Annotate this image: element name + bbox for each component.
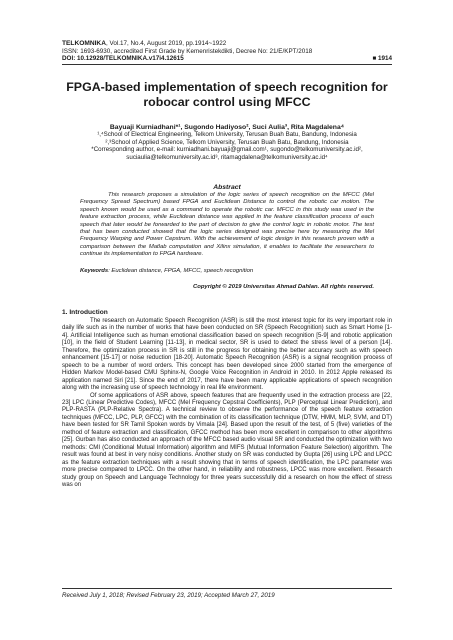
keywords-text: : Euclidean distance, FPGA, MFCC, speech recognition [108, 268, 254, 274]
journal-line [62, 40, 392, 48]
doi-row [62, 55, 392, 63]
keywords [80, 268, 374, 274]
journal-name: TELKOMNIKA [62, 40, 106, 47]
header-rule [62, 64, 392, 65]
journal-header [62, 40, 392, 63]
corresponding-email-2: suciaulia@telkomuniversity.ac.id³, ritamagdalena@telkomuniversity.ac.id⁴ [126, 153, 328, 161]
corresponding-email-1: *Corresponding author, e-mail: kurniadhani.bayuaji@gmail.com¹, sugondo@telkomuniversity.ac.id², [91, 146, 363, 154]
affiliation-2: ²,³School of Applied Science, Telkom University, Terusan Buah Batu, Bandung, Indonesia [105, 138, 349, 146]
page-number: ■ 1914 [372, 55, 392, 63]
body-text [62, 318, 392, 489]
footer-rule [62, 588, 392, 589]
section-heading: 1. Introduction [62, 309, 108, 316]
copyright-notice: Copyright © 2019 Universitas Ahmad Dahlan. All rights reserved. [192, 284, 374, 290]
received-dates: Received July 1, 2018; Revised February 23, 2019; Accepted March 27, 2019 [62, 592, 275, 599]
paragraph: Of some applications of ASR above, speech features that are frequently used in the extraction process are [22, 23] LPC (Linear Predictive Codes), MFCC (Mel Frequency Cepstral Coefficients), PLP (Perceptual Linear Prediction), and PLP-RASTA (PLP-Relative Spectra). A technical review to observe the performance of the speech feature extraction techniques (MFCC, LPC, PLP, GFCC) with the combination of its classification technique (DTW, HMM, MLP, SVM, and DT) have been tested for SR Tamil Spoken words by Vimala [24]. Based upon the result of the test, of 5 (five) varieties of the method of feature extraction and classification, GFCC method has been more excellent in comparison to other algorithms [25]. Gurban has also conducted an approach of the MFCC based audio visual SR and conducted the optimization with two methods: CMI (Conditional Mutual Information) algorithm and MIFS (Mutual Information Feature Selection) algorithm. The result was found at best in very noisy conditions. Another study on SR was conducted by Gupta [26] using LPC and LPCC as the feature extraction techniques with a result showing that in terms of speech identification, the LPC parameter was more precise compared to LPCC. On the other hand, in reliability and robustness, LPCC was more excellent. Research study group on Speech and Language Technology for three years successfully did a research on how the effect of stress was on [62, 392, 392, 488]
journal-volume: , Vol.17, No.4, August 2019, pp.1914~1922 [105, 40, 227, 47]
affiliation-1: ¹,⁴School of Electrical Engineering, Telkom University, Terusan Buah Batu, Bandung, Indonesia [97, 131, 357, 139]
keywords-label: Keywords [80, 268, 109, 274]
abstract-heading: Abstract [213, 184, 241, 191]
author-block [62, 124, 392, 161]
paper-title: FPGA-based implementation of speech recognition for robocar control using MFCC [66, 80, 388, 109]
author-names: Bayuaji Kurniadhani*¹, Sugondo Hadiyoso², Suci Aulia³, Rita Magdalena⁴ [109, 124, 345, 131]
paragraph: The research on Automatic Speech Recognition (ASR) is still the most interest topic for its very important role in daily life such as in the number of works that have been conducted on SR (Speech Recognition) such as Smart Home [1-4]. Artificial Intelligence such as human emotional classification based on speech recognition [5-9] and robotic application [10], in the field of Student Learning [11-13], in medical sector, SR is used to detect the stress level of a person [14]. Therefore, the optimization process in SR is still in the progress for obtaining the better accuracy such as with speech enhancement [15-17] or noise reduction [18-20]. Automatic Speech Recognition (ASR) is a signal recognition process of speech to be a number of word orders. This concept has been developed since 2000 started from the emergence of Hidden Markov Model-based CMU Sphinx-N, Google Voice Recognition in Android in 2010. In 2012 Apple released its application named Siri [21]. Since the end of 2017, there have been many applicable applications of speech recognition along with the increasing use of speech technology in real life environment. [62, 318, 392, 392]
doi: DOI: 10.12928/TELKOMNIKA.v17i4.12615 [62, 55, 184, 63]
abstract-text: This research proposes a simulation of the logic series of speech recognition on the MFCC (Mel Frequency Spread Spectrum) based FPGA and Euclidean Distance to control the robotic car motion. The speech known would be used as a command to operate the robotic car. MFCC in this study was used in the feature extraction process, while Euclidean distance was applied in the feature classification process of each speech that later would be forwarded to the part of decision to give the control logic in robotic motor. The test that has been conducted showed that the logic series designed was precise here by measuring the Mel Frequency Warping and Power Cepstrum. With the achievement of logic design in this research proven with a comparison between the Matlab computation and Xilinx simulation, it enables to facilitate the researchers to continue its implementation to FPGA hardware. [80, 192, 374, 258]
issn-line: ISSN: 1693-6930, accredited First Grade by Kemenristekdikti, Decree No: 21/E/KPT/2018 [62, 47, 313, 55]
